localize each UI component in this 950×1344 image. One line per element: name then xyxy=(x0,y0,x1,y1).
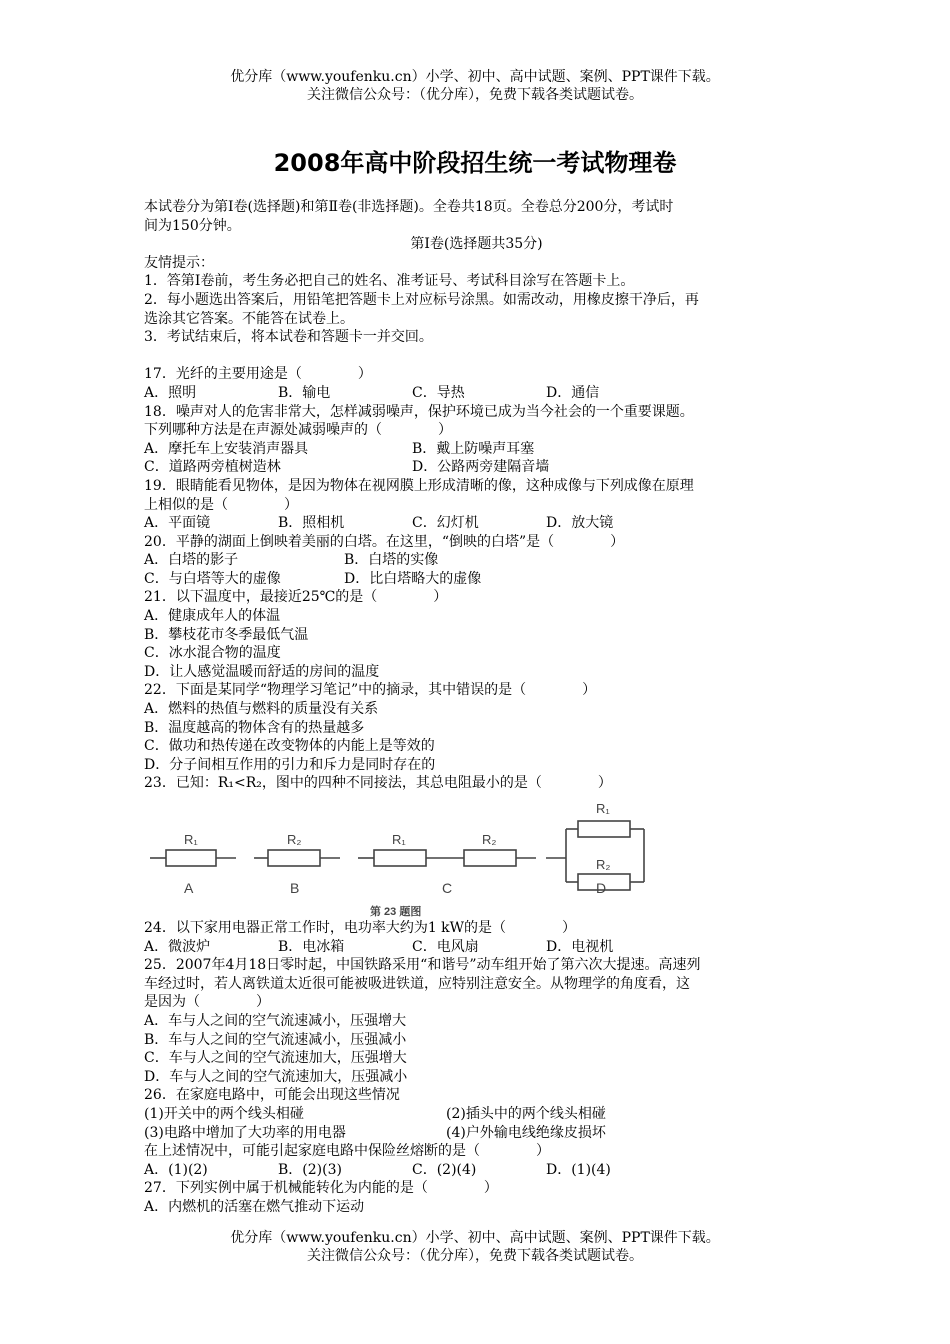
q19-stem-2: 上相似的是（ ） xyxy=(144,496,298,513)
footer-line-2: 关注微信公众号：（优分库），免费下载各类试题试卷。 xyxy=(307,1248,643,1264)
q26-case-3: (3)电路中增加了大功率的用电器 xyxy=(144,1124,346,1141)
q20-option-a: A．白塔的影子 xyxy=(144,552,239,569)
section-heading: 第Ⅰ卷(选择题共35分) xyxy=(410,236,543,253)
q17-option-b: B．输电 xyxy=(278,384,331,401)
resistor-c-r1 xyxy=(374,850,426,866)
q21-option-a: A．健康成年人的体温 xyxy=(144,608,281,625)
q27-stem: 27．下列实例中属于机械能转化为内能的是（ ） xyxy=(144,1180,498,1197)
intro-line-1: 本试卷分为第Ⅰ卷(选择题)和第Ⅱ卷(非选择题)。全卷共18页。全卷总分200分，考试时 xyxy=(144,199,674,215)
q25-stem-2: 车经过时，若人离铁道太近很可能被吸进铁道，应特别注意安全。从物理学的角度看，这 xyxy=(144,975,690,992)
q18-option-d: D．公路两旁建隔音墙 xyxy=(412,459,550,476)
q26-case-1: (1)开关中的两个线头相碰 xyxy=(144,1105,304,1122)
q19-option-a: A．平面镜 xyxy=(144,515,211,532)
q26-case-4: (4)户外输电线绝缘皮损坏 xyxy=(446,1124,606,1141)
q21-stem: 21．以下温度中，最接近25℃的是（ ） xyxy=(144,589,448,606)
q26-option-d: D．(1)(4) xyxy=(546,1161,611,1178)
q25-option-a: A．车与人之间的空气流速减小，压强增大 xyxy=(144,1012,407,1029)
label-d-r2: R₂ xyxy=(596,857,611,872)
q17-options xyxy=(144,384,809,403)
q25-option-c: C．车与人之间的空气流速加大，压强增大 xyxy=(144,1050,407,1067)
q18-option-b: B．戴上防噪声耳塞 xyxy=(412,440,535,457)
q24-options xyxy=(144,938,809,957)
q22-option-b: B．温度越高的物体含有的热量越多 xyxy=(144,719,365,736)
q20-option-b: B．白塔的实像 xyxy=(344,552,439,569)
q25-stem-1: 25．2007年4月18日零时起，中国铁路采用“和谐号”动车组开始了第六次大提速。高速列 xyxy=(144,957,701,974)
footer xyxy=(0,1229,950,1265)
q18-options-row-1 xyxy=(144,440,809,459)
label-a-r1: R₁ xyxy=(184,832,198,847)
resistor-d-r1 xyxy=(578,821,630,837)
q17-option-d: D．通信 xyxy=(546,384,600,401)
header-line-2: 关注微信公众号：（优分库），免费下载各类试题试卷。 xyxy=(307,87,643,103)
q18-option-c: C．道路两旁植树造林 xyxy=(144,459,281,476)
q24-option-b: B．电冰箱 xyxy=(278,938,345,955)
q24-option-d: D．电视机 xyxy=(546,938,614,955)
q23-circuit-diagram xyxy=(144,795,654,919)
q22-stem: 22．下面是某同学“物理学习笔记”中的摘录，其中错误的是（ ） xyxy=(144,682,597,699)
q26-stem-2: 在上述情况中，可能引起家庭电路中保险丝熔断的是（ ） xyxy=(144,1143,550,1160)
q17-option-c: C．导热 xyxy=(412,384,465,401)
q18-stem-2: 下列哪种方法是在声源处减弱噪声的（ ） xyxy=(144,422,452,439)
q25-stem-3: 是因为（ ） xyxy=(144,994,270,1011)
exam-body xyxy=(144,198,809,1217)
tip-2b: 选涂其它答案。不能答在试卷上。 xyxy=(144,310,354,327)
intro-line-2: 间为150分钟。 xyxy=(144,217,241,234)
q18-option-a: A．摩托车上安装消声器具 xyxy=(144,440,309,457)
q21-option-c: C．冰水混合物的温度 xyxy=(144,645,281,662)
resistor-a-r1 xyxy=(166,850,216,866)
q26-stem: 26．在家庭电路中，可能会出现这些情况 xyxy=(144,1087,400,1104)
q17-stem: 17．光纤的主要用途是（ ） xyxy=(144,366,372,383)
option-label-a: A xyxy=(184,880,194,896)
option-label-b: B xyxy=(290,880,300,896)
q18-stem-1: 18．噪声对人的危害非常大，怎样减弱噪声，保护环境已成为当今社会的一个重要课题。 xyxy=(144,403,694,420)
option-label-d: D xyxy=(596,880,607,896)
figure-caption: 第 23 题图 xyxy=(370,906,422,918)
q19-options xyxy=(144,514,809,533)
option-label-c: C xyxy=(442,880,453,896)
q20-option-c: C．与白塔等大的虚像 xyxy=(144,570,281,587)
q23-figure xyxy=(144,795,809,919)
resistor-b-r2 xyxy=(268,850,320,866)
q26-options xyxy=(144,1161,809,1180)
q26-option-a: A．(1)(2) xyxy=(144,1161,208,1178)
q26-cases-row-2 xyxy=(144,1124,809,1143)
q19-stem-1: 19．眼睛能看见物体，是因为物体在视网膜上形成清晰的像，这种成像与下列成像在原理 xyxy=(144,477,694,494)
q21-option-b: B．攀枝花市冬季最低气温 xyxy=(144,626,309,643)
label-c-r1: R₁ xyxy=(392,832,406,847)
q22-option-c: C．做功和热传递在改变物体的内能上是等效的 xyxy=(144,738,435,755)
label-c-r2: R₂ xyxy=(482,832,497,847)
q20-options-row-2 xyxy=(144,570,809,589)
q19-option-c: C．幻灯机 xyxy=(412,515,479,532)
tip-3: 3．考试结束后，将本试卷和答题卡一并交回。 xyxy=(144,329,433,346)
q18-options-row-2 xyxy=(144,458,809,477)
q26-option-c: C．(2)(4) xyxy=(412,1161,477,1178)
header xyxy=(0,68,950,104)
q21-option-d: D．让人感觉温暖而舒适的房间的温度 xyxy=(144,663,380,680)
q25-option-b: B．车与人之间的空气流速减小，压强减小 xyxy=(144,1031,407,1048)
label-b-r2: R₂ xyxy=(287,832,302,847)
q19-option-b: B．照相机 xyxy=(278,515,345,532)
label-d-r1: R₁ xyxy=(596,801,610,816)
q24-option-a: A．微波炉 xyxy=(144,938,211,955)
q27-option-a: A．内燃机的活塞在燃气推动下运动 xyxy=(144,1198,365,1215)
q26-option-b: B．(2)(3) xyxy=(278,1161,342,1178)
header-line-1: 优分库（www.youfenku.cn）小学、初中、高中试题、案例、PPT课件下载。 xyxy=(230,69,720,85)
q19-option-d: D．放大镜 xyxy=(546,515,614,532)
q17-option-a: A．照明 xyxy=(144,384,197,401)
q20-stem: 20．平静的湖面上倒映着美丽的白塔。在这里，“倒映的白塔”是（ ） xyxy=(144,533,625,550)
q22-option-d: D．分子间相互作用的引力和斥力是同时存在的 xyxy=(144,756,436,773)
tips-title: 友情提示： xyxy=(144,254,214,271)
q26-cases-row-1 xyxy=(144,1105,809,1124)
q20-option-d: D．比白塔略大的虚像 xyxy=(344,570,482,587)
footer-line-1: 优分库（www.youfenku.cn）小学、初中、高中试题、案例、PPT课件下载。 xyxy=(230,1230,720,1246)
q25-option-d: D．车与人之间的空气流速加大，压强减小 xyxy=(144,1068,408,1085)
q22-option-a: A．燃料的热值与燃料的质量没有关系 xyxy=(144,701,379,718)
q23-stem: 23．已知：R₁<R₂，图中的四种不同接法，其总电阻最小的是（ ） xyxy=(144,775,612,792)
tip-1: 1．答第Ⅰ卷前，考生务必把自己的姓名、准考证号、考试科目涂写在答题卡上。 xyxy=(144,273,635,290)
q24-option-c: C．电风扇 xyxy=(412,938,479,955)
q24-stem: 24．以下家用电器正常工作时，电功率大约为1 kW的是（ ） xyxy=(144,920,577,936)
tip-2a: 2．每小题选出答案后，用铅笔把答题卡上对应标号涂黑。如需改动，用橡皮擦干净后，再 xyxy=(144,291,699,308)
q26-case-2: (2)插头中的两个线头相碰 xyxy=(446,1105,606,1122)
resistor-c-r2 xyxy=(464,850,516,866)
q20-options-row-1 xyxy=(144,551,809,570)
page-title: 2008年高中阶段招生统一考试物理卷 xyxy=(273,149,677,177)
